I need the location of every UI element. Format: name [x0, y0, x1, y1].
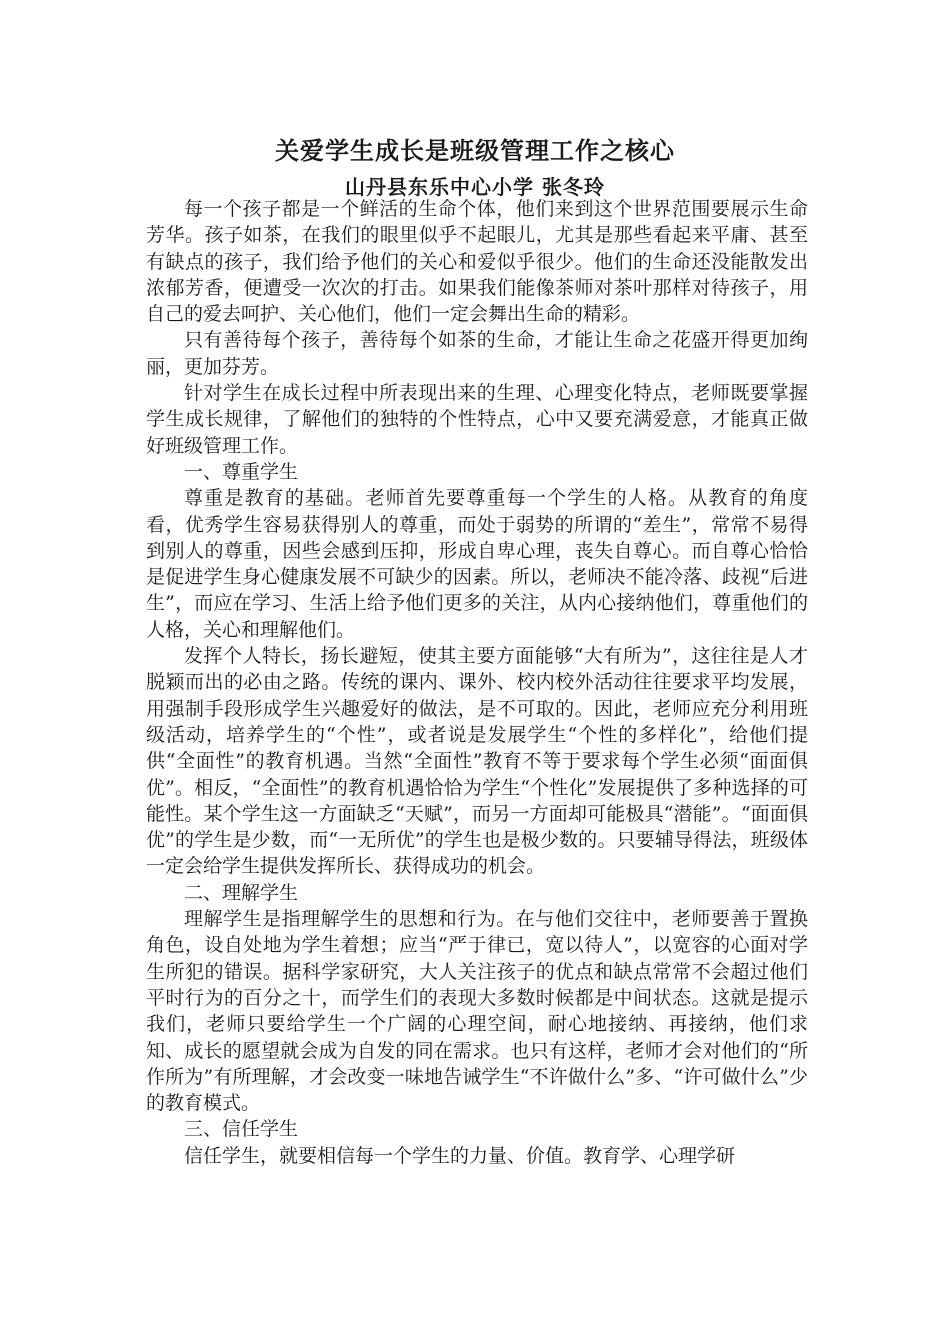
paragraph: 理解学生是指理解学生的思想和行为。在与他们交往中，老师要善于置换角色，设自处地为学生着想；应当“严于律已，宽以待人”，以宽容的心面对学生所犯的错误。据科学家研究，大人关注孩子的优点和缺点常常不会超过他们平时行为的百分之十，而学生们的表现大多数时候都是中间状态。这就是提示我们，老师只要给学生一个广阔的心理空间，耐心地接纳、再接纳，他们求知、成长的愿望就会成为自发的同在需求。也只有这样，老师才会对他们的“所作所为”有所理解，才会改变一味地告诫学生“不许做什么”多、“许可做什么”少的教育模式。 [146, 908, 808, 1115]
paragraph: 每一个孩子都是一个鲜活的生命个体，他们来到这个世界范围要展示生命芳华。孩子如茶，在我们的眼里似乎不起眼儿，尤其是那些看起来平庸、甚至有缺点的孩子，我们给予他们的关心和爱似乎很少。他们的生命还没能散发出浓郁芳香，便遭受一次次的打击。如果我们能像茶师对茶叶那样对待孩子，用自己的爱去呵护、关心他们，他们一定会舞出生命的精彩。 [146, 198, 808, 326]
paragraph: 尊重是教育的基础。老师首先要尊重每一个学生的人格。从教育的角度看，优秀学生容易获得别人的尊重，而处于弱势的所谓的“差生”，常常不易得到别人的尊重，因些会感到压抑，形成自卑心理，丧失自尊心。而自尊心恰恰是促进学生身心健康发展不可缺少的因素。所以，老师决不能冷落、歧视“后进生”，而应在学习、生活上给予他们更多的关注，从内心接纳他们，尊重他们的人格，关心和理解他们。 [146, 487, 808, 641]
section-heading: 三、信任学生 [184, 1118, 299, 1141]
document-body [146, 196, 808, 1169]
document-author: 山丹县东乐中心小学 张冬玲 [345, 175, 605, 199]
paragraph: 信任学生，就要相信每一个学生的力量、价值。教育学、心理学研 [184, 1144, 736, 1167]
paragraph: 只有善待每个孩子，善待每个如茶的生命，才能让生命之花盛开得更加绚丽，更加芬芳。 [146, 329, 808, 378]
paragraph: 针对学生在成长过程中所表现出来的生理、心理变化特点，老师既要掌握学生成长规律，了解他们的独特的个性特点，心中又要充满爱意，才能真正做好班级管理工作。 [146, 382, 808, 457]
section-heading: 一、尊重学生 [184, 460, 299, 483]
paragraph: 发挥个人特长，扬长避短，使其主要方面能够“大有所为”，这往往是人才脱颖而出的必由之路。传统的课内、课外、校内校外活动往往要求平均发展，用强制手段形成学生兴趣爱好的做法，是不可取的。因此，老师应充分利用班级活动，培养学生的“个性”，或者说是发展学生“个性的多样化”，给他们提供“全面性”的教育机遇。当然“全面性”教育不等于要求每个学生必须“面面俱优”。相反，“全面性”的教育机遇恰恰为学生“个性化”发展提供了多种选择的可能性。某个学生这一方面缺乏“天赋”，而另一方面却可能极具“潜能”。“面面俱优”的学生是少数，而“一无所优”的学生也是极少数的。只要辅导得法，班级体一定会给学生提供发挥所长、获得成功的机会。 [146, 645, 808, 878]
section-heading: 二、理解学生 [184, 881, 299, 904]
document-title: 关爱学生成长是班级管理工作之核心 [275, 137, 675, 165]
